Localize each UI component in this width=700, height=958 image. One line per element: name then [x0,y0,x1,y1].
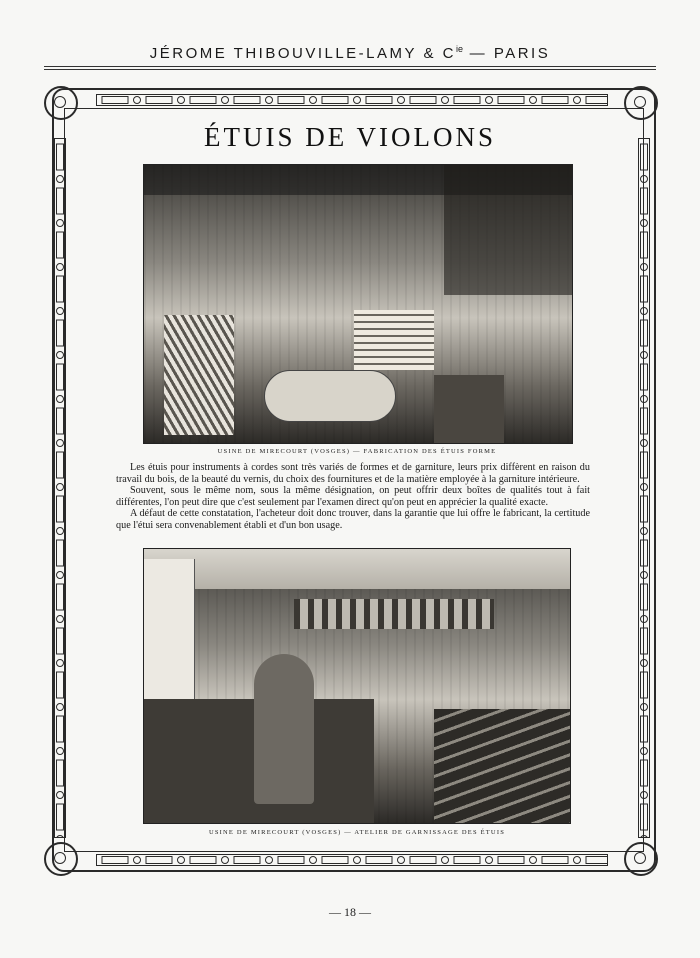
page-number: — 18 — [329,905,371,919]
photo-2-caption: USINE DE MIRECOURT (VOSGES) — ATELIER DE GARNISSAGE DES ÉTUIS [208,829,506,836]
header-rule-2 [44,69,656,70]
company-city: PARIS [493,45,551,62]
corner-scroll-ornament-tr [624,86,658,120]
workshop-photo-2 [143,548,571,824]
corner-scroll-ornament-tl [44,86,78,120]
article-body [116,462,590,532]
header-rule [44,66,656,67]
page-title: ÉTUIS DE VIOLONS [204,122,496,152]
frame-band-top [96,94,608,106]
page-header [0,44,700,62]
paragraph-2: Souvent, sous le même nom, sous la même désignation, on peut offrir deux boîtes de qualités tout à fait différentes, l'on peut dire que c'est seulement par l'examen direct qu'on peut en apprécier la qualité exacte. [116,485,590,508]
paragraph-1: Les étuis pour instruments à cordes sont très variés de formes et de garniture, leurs prix diffèrent en raison du travail du bois, de la beauté du vernis, du choix des fournitures et de la matière employée à la garniture intérieure. [116,462,590,485]
corner-scroll-ornament-bl [44,842,78,876]
corner-scroll-ornament-br [624,842,658,876]
workshop-photo-1 [143,164,573,444]
paragraph-3: A défaut de cette constatation, l'acheteur doit donc trouver, dans la garantie que lui offre le fabricant, la certitude que l'étui sera convenablement établi et d'un bon usage. [116,508,590,531]
frame-band-bottom [96,854,608,866]
frame-band-right [638,138,650,838]
header-separator: — [469,45,488,62]
frame-band-left [54,138,66,838]
company-name: JÉROME THIBOUVILLE-LAMY [149,45,417,62]
photo-1-caption: USINE DE MIRECOURT (VOSGES) — FABRICATION DES ÉTUIS FORME [217,448,497,455]
ampersand: & [423,45,436,62]
company-suffix: $C^{ie}$ [442,44,463,62]
